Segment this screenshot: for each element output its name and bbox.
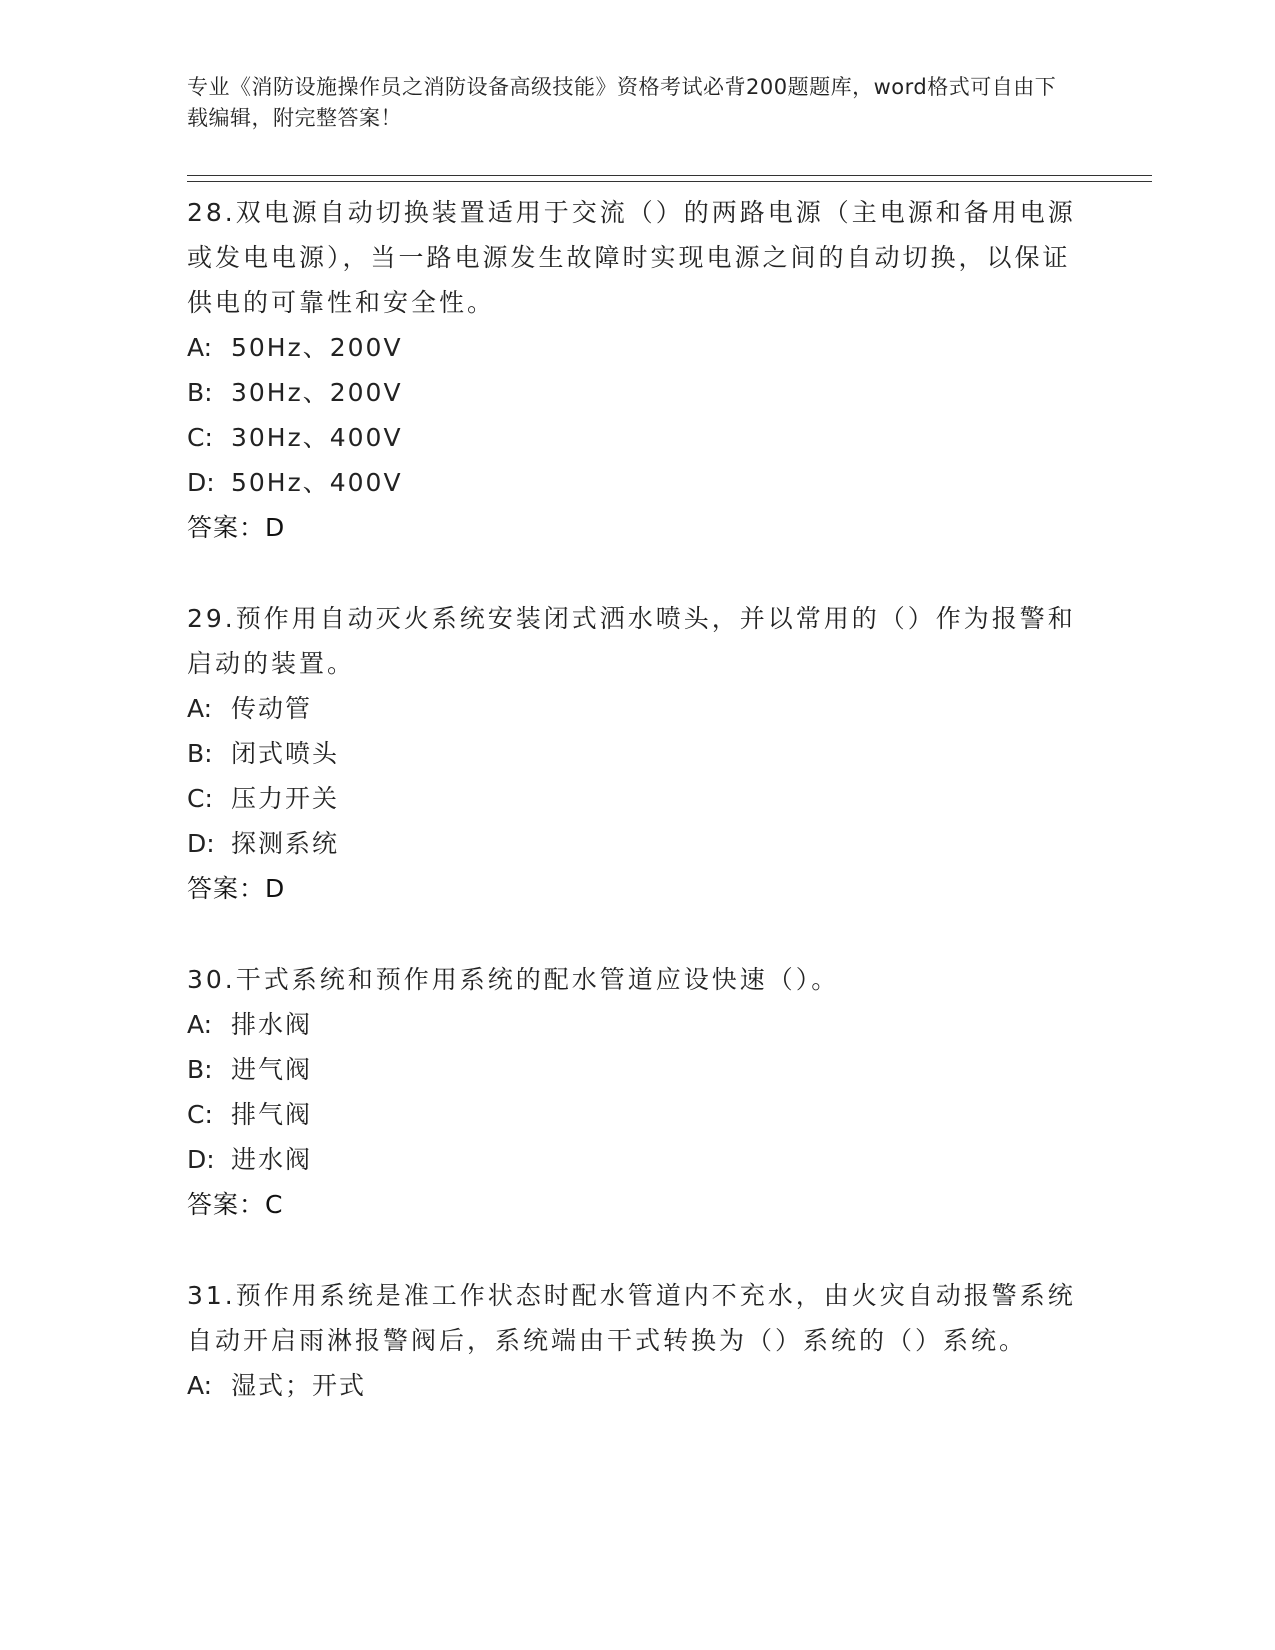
option-text: 30Hz、400V xyxy=(231,423,403,452)
option-letter: B: xyxy=(187,739,213,768)
option-letter: A: xyxy=(187,333,213,362)
question-28 xyxy=(187,186,1087,550)
option-letter: D: xyxy=(187,1145,215,1174)
option-letter: A: xyxy=(187,1010,213,1039)
option-b xyxy=(187,731,1087,776)
option-text: 排水阀 xyxy=(231,1010,313,1039)
option-letter: D: xyxy=(187,829,215,858)
option-text: 传动管 xyxy=(231,694,313,723)
option-letter: C: xyxy=(187,784,213,813)
question-30 xyxy=(187,953,1087,1227)
option-c xyxy=(187,776,1087,821)
option-text: 湿式；开式 xyxy=(231,1371,367,1400)
option-letter: D: xyxy=(187,468,215,497)
option-a xyxy=(187,1363,1087,1408)
header-divider-top xyxy=(187,175,1152,176)
option-text: 探测系统 xyxy=(231,829,340,858)
answer-line: 答案：C xyxy=(187,1190,284,1219)
question-31 xyxy=(187,1269,1087,1408)
option-d xyxy=(187,460,1087,505)
option-letter: A: xyxy=(187,1371,213,1400)
question-stem: 29.预作用自动灭火系统安装闭式洒水喷头，并以常用的（）作为报警和启动的装置。 xyxy=(187,604,1076,678)
option-letter: C: xyxy=(187,423,213,452)
option-b xyxy=(187,370,1087,415)
option-c xyxy=(187,415,1087,460)
option-text: 50Hz、400V xyxy=(231,468,403,497)
option-c xyxy=(187,1092,1087,1137)
spacer xyxy=(187,911,1087,953)
option-text: 进气阀 xyxy=(231,1055,313,1084)
spacer xyxy=(187,550,1087,592)
option-letter: B: xyxy=(187,1055,213,1084)
option-d xyxy=(187,1137,1087,1182)
option-a xyxy=(187,1002,1087,1047)
option-text: 50Hz、200V xyxy=(231,333,403,362)
question-list xyxy=(187,186,1087,1408)
option-text: 闭式喷头 xyxy=(231,739,340,768)
question-stem: 31.预作用系统是准工作状态时配水管道内不充水，由火灾自动报警系统自动开启雨淋报警阀后，系统端由干式转换为（）系统的（）系统。 xyxy=(187,1281,1076,1355)
document-header: 专业《消防设施操作员之消防设备高级技能》资格考试必背200题题库，word格式可自由下载编辑，附完整答案！ xyxy=(187,75,1057,130)
option-d xyxy=(187,821,1087,866)
option-b xyxy=(187,1047,1087,1092)
option-letter: C: xyxy=(187,1100,213,1129)
option-letter: B: xyxy=(187,378,213,407)
answer-line: 答案：D xyxy=(187,513,286,542)
option-text: 30Hz、200V xyxy=(231,378,403,407)
option-a xyxy=(187,686,1087,731)
option-a xyxy=(187,325,1087,370)
question-stem: 28.双电源自动切换装置适用于交流（）的两路电源（主电源和备用电源或发电电源），当一路电源发生故障时实现电源之间的自动切换，以保证供电的可靠性和安全性。 xyxy=(187,198,1076,317)
spacer xyxy=(187,1227,1087,1269)
option-text: 压力开关 xyxy=(231,784,340,813)
question-29 xyxy=(187,592,1087,911)
question-stem: 30.干式系统和预作用系统的配水管道应设快速（）。 xyxy=(187,965,840,994)
answer-line: 答案：D xyxy=(187,874,286,903)
option-text: 排气阀 xyxy=(231,1100,313,1129)
header-divider-bottom xyxy=(187,181,1152,182)
option-letter: A: xyxy=(187,694,213,723)
option-text: 进水阀 xyxy=(231,1145,313,1174)
